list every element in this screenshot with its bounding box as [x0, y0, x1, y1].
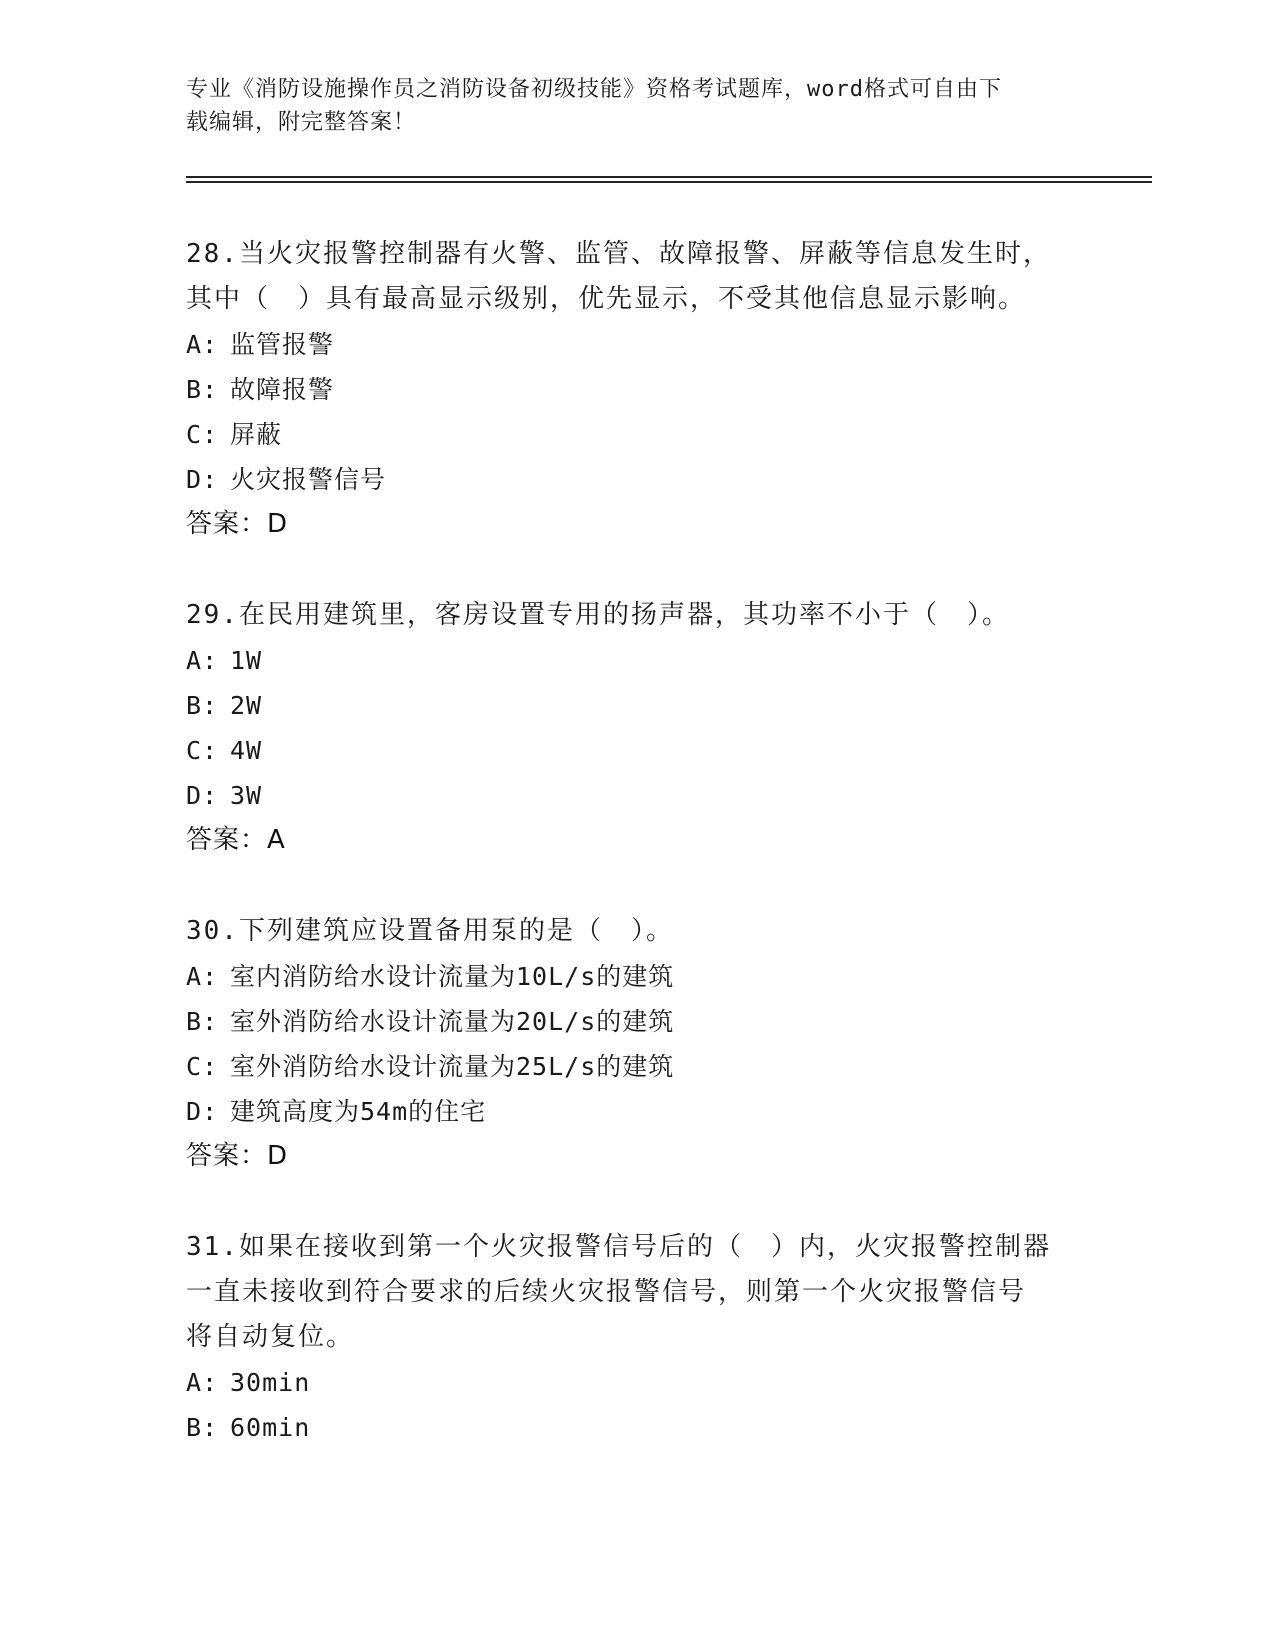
option-c — [186, 728, 1086, 773]
option-text: 4W — [230, 736, 263, 765]
option-d — [186, 457, 1086, 502]
question-31 — [186, 1225, 1086, 1450]
answer: 答案：A — [186, 825, 286, 855]
answer: 答案：D — [186, 509, 289, 539]
question-30 — [186, 909, 1086, 1179]
option-letter: B: — [186, 691, 219, 720]
option-letter: C: — [186, 736, 219, 765]
question-text: 将自动复位。 — [186, 1322, 355, 1352]
option-a — [186, 954, 1086, 999]
option-letter: D: — [186, 1097, 219, 1126]
option-a — [186, 1360, 1086, 1405]
question-text: 28.当火灾报警控制器有火警、监管、故障报警、屏蔽等信息发生时， — [186, 239, 1051, 269]
option-text: 3W — [230, 781, 263, 810]
option-letter: D: — [186, 781, 219, 810]
option-b — [186, 367, 1086, 412]
header-divider-top — [186, 176, 1152, 178]
header-line-1: 专业《消防设施操作员之消防设备初级技能》资格考试题库，word格式可自由下 — [186, 77, 1002, 102]
question-text: 29.在民用建筑里，客房设置专用的扬声器，其功率不小于（ ）。 — [186, 600, 1010, 630]
option-letter: C: — [186, 1052, 219, 1081]
question-text: 一直未接收到符合要求的后续火灾报警信号，则第一个火灾报警信号 — [186, 1277, 1027, 1307]
option-text: 屏蔽 — [230, 420, 283, 449]
answer: 答案：D — [186, 1141, 289, 1171]
header-line-2: 载编辑，附完整答案！ — [186, 110, 417, 135]
option-a — [186, 322, 1086, 367]
option-text: 室外消防给水设计流量为25L/s的建筑 — [230, 1052, 675, 1081]
document-header — [186, 73, 1066, 139]
option-text: 60min — [230, 1413, 311, 1442]
option-c — [186, 412, 1086, 457]
option-text: 监管报警 — [230, 330, 335, 359]
option-letter: B: — [186, 1413, 219, 1442]
option-text: 1W — [230, 646, 263, 675]
question-28 — [186, 232, 1086, 547]
option-letter: B: — [186, 375, 219, 404]
option-b — [186, 1405, 1086, 1450]
option-text: 建筑高度为54m的住宅 — [230, 1097, 487, 1126]
option-text: 2W — [230, 691, 263, 720]
question-29 — [186, 593, 1086, 863]
header-divider-bottom — [186, 181, 1152, 183]
question-list — [186, 232, 1086, 1496]
option-a — [186, 638, 1086, 683]
option-letter: B: — [186, 1007, 219, 1036]
option-text: 室内消防给水设计流量为10L/s的建筑 — [230, 962, 675, 991]
option-letter: A: — [186, 962, 219, 991]
option-d — [186, 773, 1086, 818]
option-c — [186, 1044, 1086, 1089]
question-text: 31.如果在接收到第一个火灾报警信号后的（ ）内，火灾报警控制器 — [186, 1232, 1051, 1262]
option-text: 30min — [230, 1368, 311, 1397]
question-text: 30.下列建筑应设置备用泵的是（ ）。 — [186, 916, 674, 946]
option-text: 故障报警 — [230, 375, 335, 404]
option-d — [186, 1089, 1086, 1134]
option-b — [186, 999, 1086, 1044]
question-text: 其中（ ）具有最高显示级别，优先显示，不受其他信息显示影响。 — [186, 284, 1027, 314]
option-letter: A: — [186, 646, 219, 675]
option-b — [186, 683, 1086, 728]
option-letter: D: — [186, 465, 219, 494]
option-text: 室外消防给水设计流量为20L/s的建筑 — [230, 1007, 675, 1036]
option-letter: A: — [186, 330, 219, 359]
option-text: 火灾报警信号 — [230, 465, 387, 494]
option-letter: C: — [186, 420, 219, 449]
option-letter: A: — [186, 1368, 219, 1397]
